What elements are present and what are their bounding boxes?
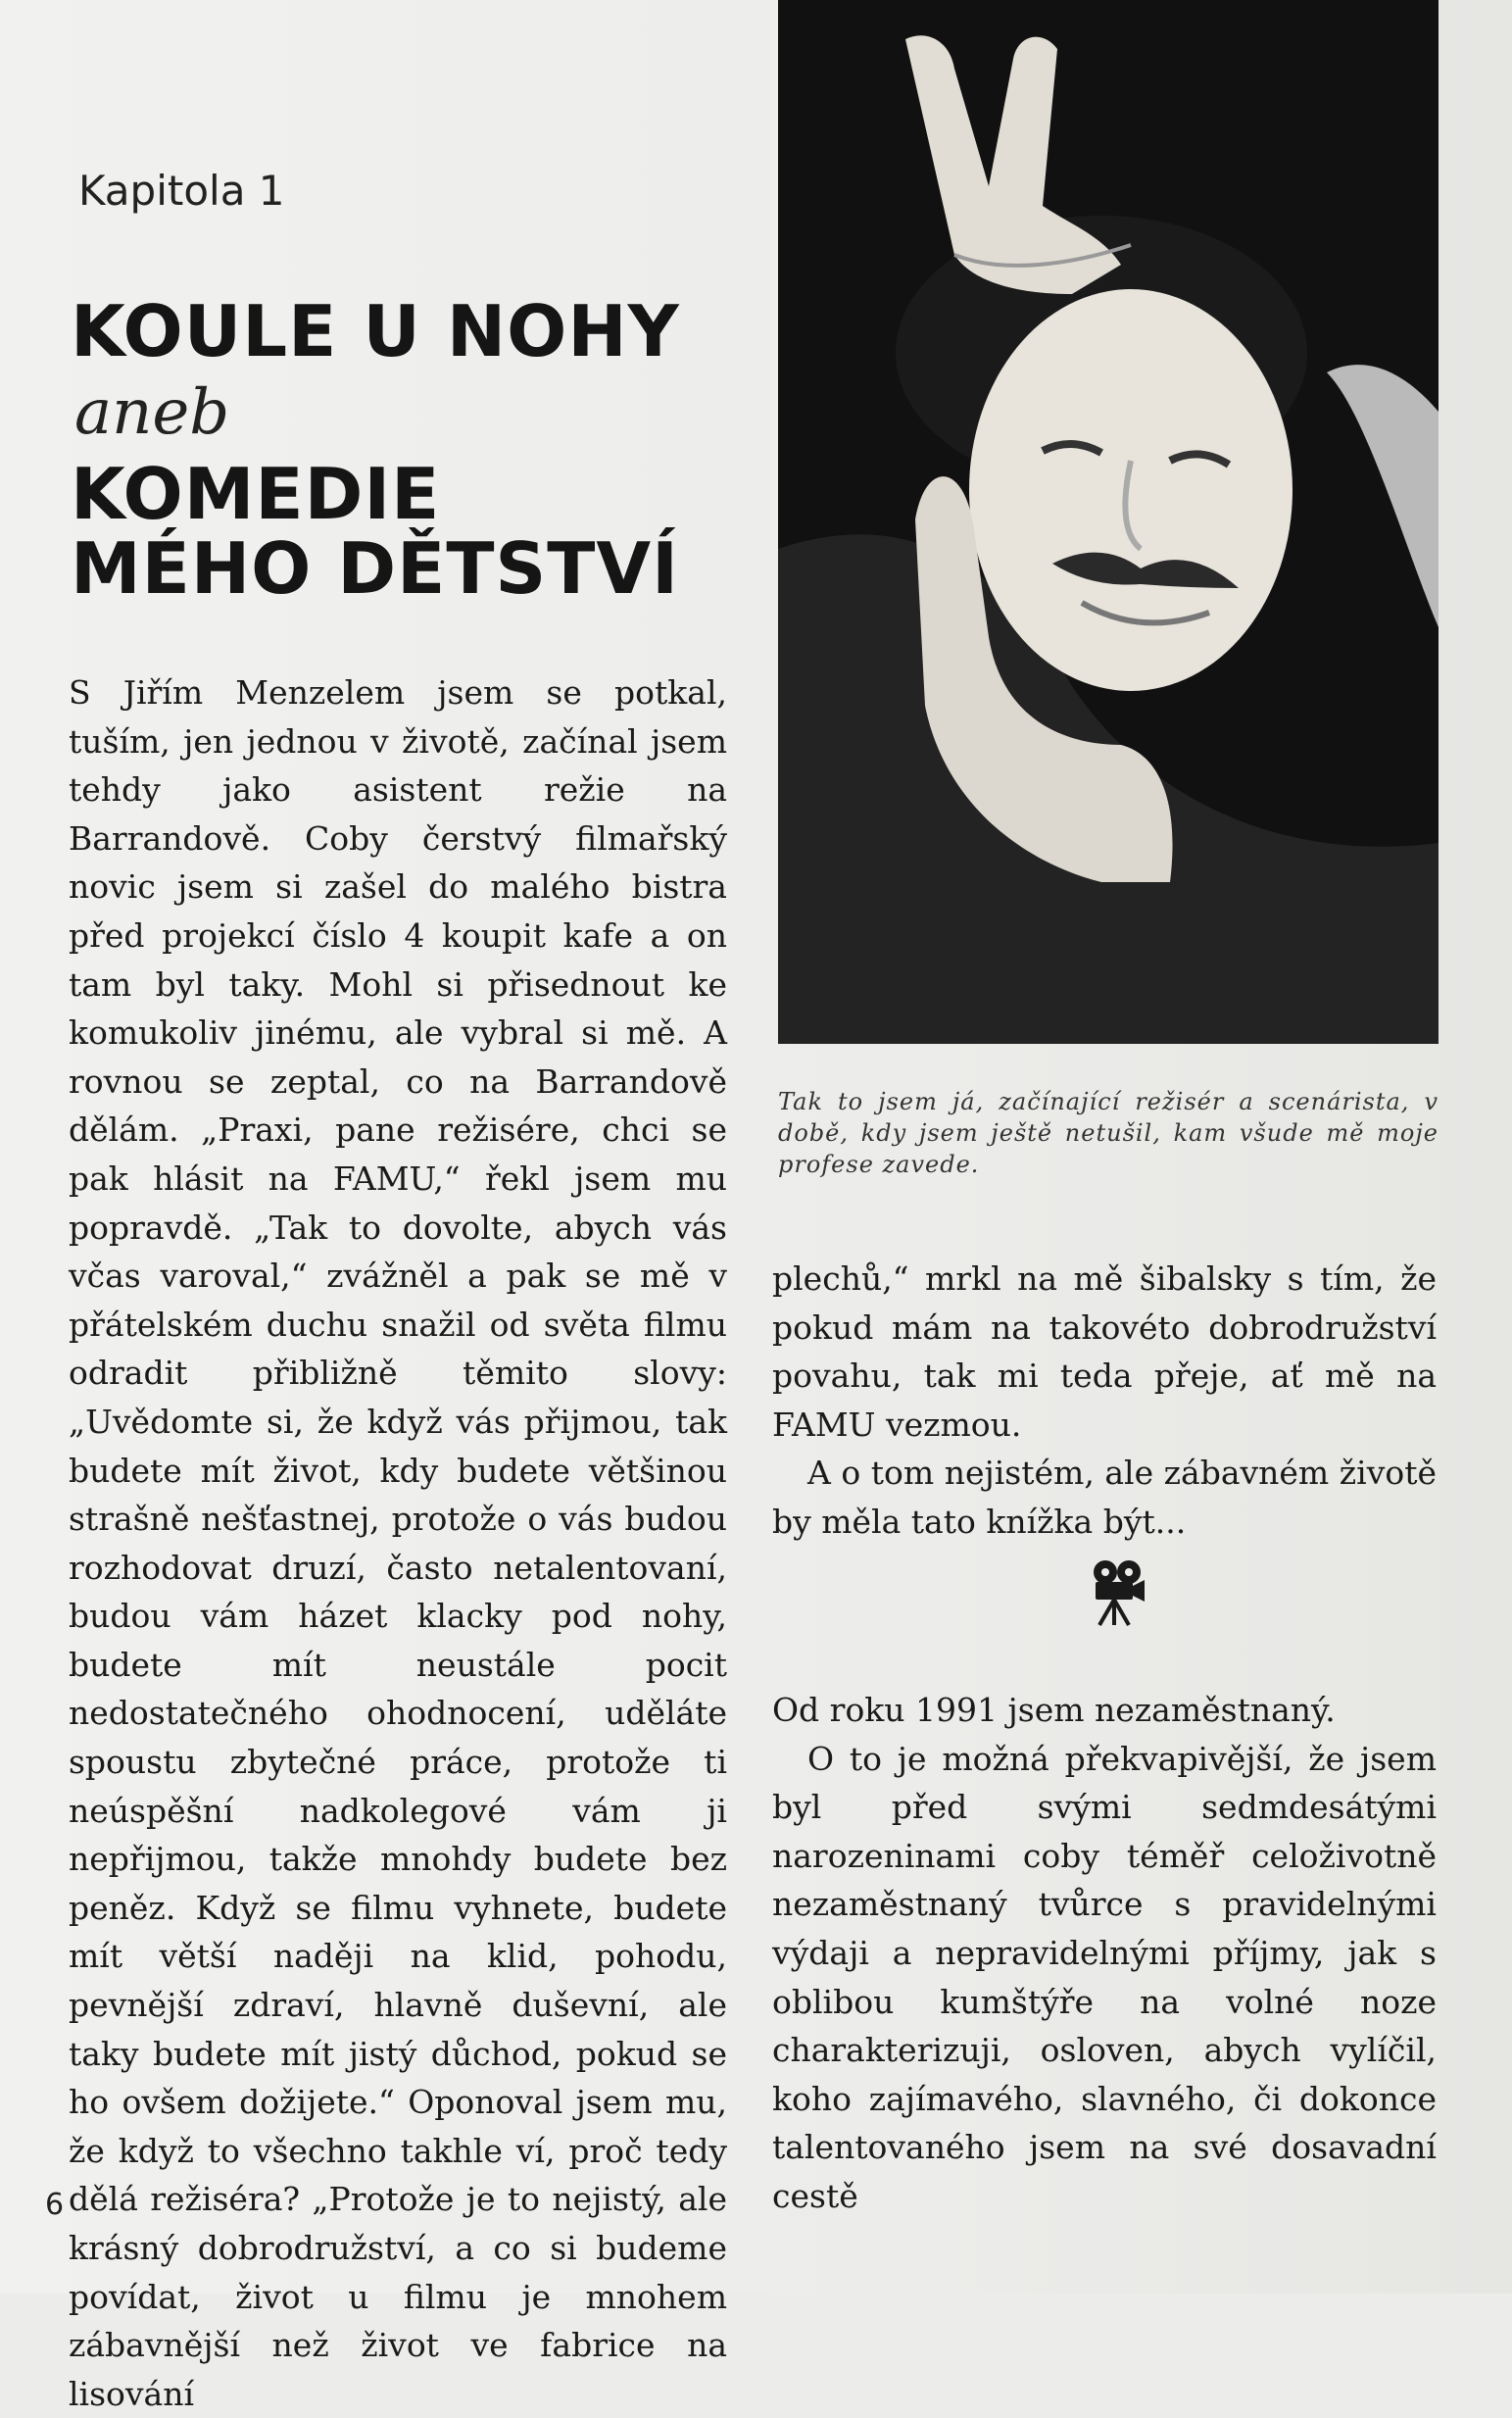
paragraph: O to je možná překvapivější, že jsem byl před svými sedmdesátými narozeninami coby téměř celoživotně nezaměstnaný tvůrce s pravidelnými výdaji a nepravidelnými příjmy, jak s oblibou kumštýře na volné noze charakterizuji, osloven, abych vylíčil, koho zajímavého, slavného, či dokonce talentovaného jsem na své dosavadní cestě — [772, 1739, 1437, 2215]
photo-caption: Tak to jsem já, začínající režisér a scenárista, v době, kdy jsem ještě netušil, kam všude mě moje profese zavede. — [778, 1088, 1439, 1178]
chapter-label: Kapitola 1 — [78, 167, 285, 215]
paragraph: Od roku 1991 jsem nezaměstnaný. — [772, 1691, 1336, 1729]
film-camera-icon — [1088, 1558, 1146, 1627]
chapter-title — [71, 290, 756, 610]
page-number: 6 — [45, 2188, 65, 2222]
paragraph: S Jiřím Menzelem jsem se potkal, tuším, jen jednou v životě, začínal jsem tehdy jako asistent režie na Barrandově. Coby čerstvý filmařský novic jsem si zašel do malého bistra před projekcí číslo 4 koupit kafe a on tam byl taky. Mohl si přisednout ke komukoliv jinému, ale vybral si mě. A rovnou se zeptal, co na Barrandově dělám. „Praxi, pane režisére, chci se pak hlásit na FAMU,“ řekl jsem mu popravdě. „Tak to dovolte, abych vás včas varoval,“ zvážněl a pak se mě v přátelském duchu snažil od světa filmu odradit přibližně těmito slovy: „Uvědomte si, že když vás přijmou, tak budete mít život, kdy budete většinou strašně nešťastnej, protože o vás budou rozhodovat druzí, často netalentovaní, budou vám házet klacky pod nohy, budete mít neustále pocit nedostatečného ohodnocení, uděláte spoustu zbytečné práce, protože ti neúspěšní nadkolegové vám ji nepřijmou, takže mnohdy budete bez peněz. Když se filmu vyhnete, budete mít větší naději na klid, pohodu, pevnější zdraví, hlavně duševní, ale taky budete mít jistý důchod, pokud se ho ovšem dožijete.“ Oponoval jsem mu, že když to všechno takhle ví, proč tedy dělá režiséra? „Protože je to nejistý, ale krásný dobrodružství, a co si budeme povídat, život u filmu je mnohem zábavnější než život ve fabrice na lisování — [69, 673, 727, 2413]
title-aneb: aneb — [74, 376, 230, 449]
body-right-column-bottom — [772, 1686, 1437, 2221]
photo-illustration — [778, 0, 1439, 1044]
paragraph: plechů,“ mrkl na mě šibalsky s tím, že pokud mám na takovéto dobrodružství povahu, tak mi teda přeje, ať mě na FAMU vezmou. — [772, 1259, 1437, 1444]
paragraph: A o tom nejistém, ale zábavném životě by měla tato knížka být... — [772, 1454, 1437, 1541]
author-photo — [778, 0, 1439, 1044]
title-line-1: KOULE U NOHY — [71, 290, 680, 372]
title-line-2: KOMEDIE — [71, 453, 441, 535]
title-line-3: MÉHO DĚTSTVÍ — [71, 527, 679, 610]
body-left-column — [69, 668, 727, 2418]
body-right-column-top — [772, 1255, 1437, 1547]
